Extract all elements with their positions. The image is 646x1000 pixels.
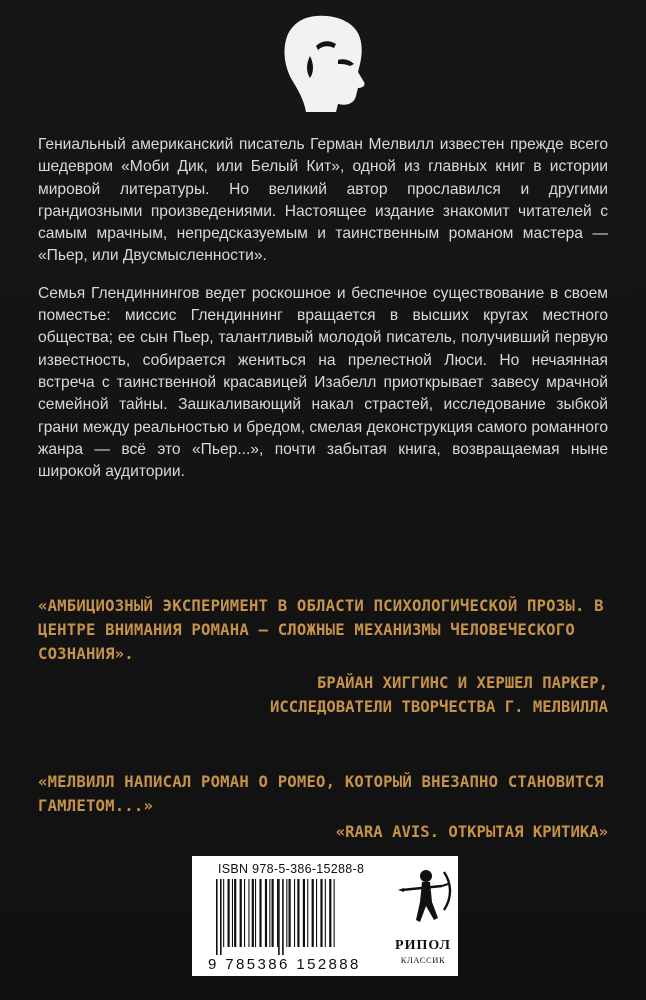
barcode-icon [212,879,392,955]
barcode-bar [234,879,236,947]
barcode-bar [228,879,230,947]
barcode-bar [297,879,299,947]
barcode-bar [334,879,335,947]
barcode-bar [277,879,278,947]
barcode-bar [278,879,280,955]
attribution-line: БРАЙАН ХИГГИНС И ХЕРШЕЛ ПАРКЕР, [316,674,608,692]
barcode-bar [220,879,222,955]
isbn-label: ISBN 978-5-386-15288-8 [218,862,365,876]
barcode-bar [240,879,242,947]
barcode-bar [320,879,322,947]
barcode-bar [265,879,267,947]
quote-attribution [336,820,608,844]
publisher-subname: КЛАССИК [400,955,446,965]
description-paragraph: Семья Глендиннингов ведет роскошное и беспечное существование в своем поместье: миссис Глендиннинг вращается в высших кругах местного общества; ее сын Пьер, талантливый молодой писатель, получивший первую известность, собирается жениться на прелестной Люси. Но нечаянная встреча с таинственной красавицей Изабелл приоткрывает завесу мрачной семейной тайны. Зашкаливающий накал страстей, исследование зыбкой грани между реальностью и бредом, смелая деконструкция самого романного жанра — всё это «Пьер...», почти забытая книга, возвращаемая ныне широкой аудитории. [38,284,608,481]
barcode-bar [282,879,284,955]
review-quote: «МЕЛВИЛЛ НАПИСАЛ РОМАН О РОМЕО, КОТОРЫЙ ВНЕЗАПНО СТАНОВИТСЯ ГАМЛЕТОМ...» [38,773,604,815]
barcode-bar [232,879,233,947]
barcode-bar [289,879,291,947]
description-paragraph: Гениальный американский писатель Герман Мелвилл известен прежде всего шедевром «Моби Дик, или Белый Кит», одной из главных книг в истории мировой литературы. Но великий автор прославился и другими грандиозными произведениями. Настоящее издание знакомит читателей с самым мрачным, непредсказуемым и таинственным романом мастера — «Пьер, или Двусмысленности». [38,136,608,265]
barcode-bar [248,879,249,947]
barcode-bar [269,879,270,947]
publisher-archer-icon [392,866,454,936]
review-quote: «АМБИЦИОЗНЫЙ ЭКСПЕРИМЕНТ В ОБЛАСТИ ПСИХОЛОГИЧЕСКОЙ ПРОЗЫ. В ЦЕНТРЕ ВНИМАНИЯ РОМАНА — СЛОЖНЫЕ МЕХАНИЗМЫ ЧЕЛОВЕЧЕСКОГО СОЗНАНИЯ». [38,597,604,663]
publisher-name: РИПОЛ [395,938,451,953]
barcode-bar [316,879,317,947]
attribution-line: ИССЛЕДОВАТЕЛИ ТВОРЧЕСТВА Г. МЕЛВИЛЛА [270,698,608,716]
barcode-bar [329,879,331,947]
attribution-line: «RARA AVIS. ОТКРЫТАЯ КРИТИКА» [335,823,608,841]
barcode-bar [255,879,256,947]
book-description [38,134,608,498]
barcode-bar [325,879,326,947]
quote-attribution [270,671,608,719]
author-silhouette-icon [276,12,372,116]
barcode-bar [307,879,308,947]
barcode-bar [303,879,305,947]
barcode-bar [244,879,245,947]
barcode-bar [286,879,287,947]
barcode-bar [252,879,254,947]
barcode-digits: 9 785386 152888 [208,956,361,973]
barcode-bar [259,879,261,947]
barcode-bar [272,879,274,947]
barcode-bar [294,879,295,947]
barcode-bar [312,879,314,947]
barcode-bar [216,879,218,955]
barcode-bar [223,879,224,947]
